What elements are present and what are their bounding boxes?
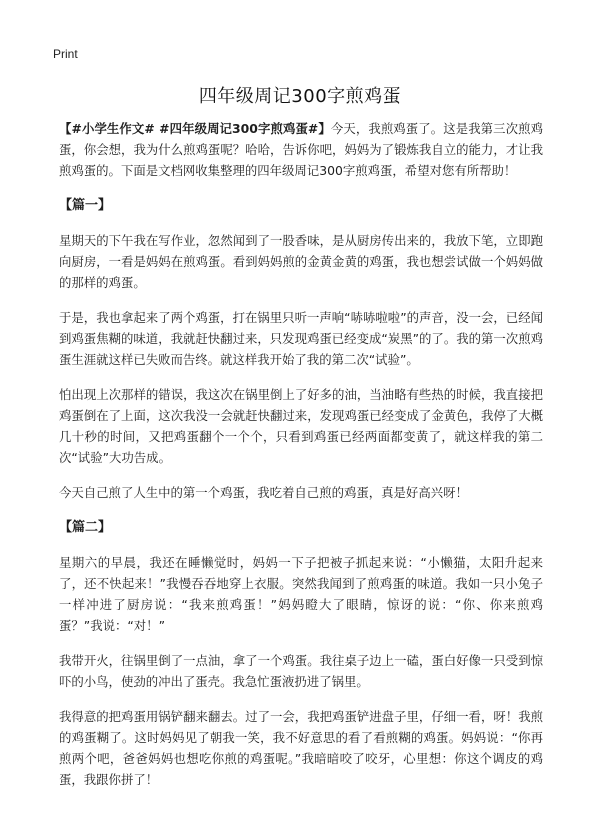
section-heading-2: 【篇二】 xyxy=(59,520,112,535)
article-body xyxy=(59,118,543,804)
intro-text: 今天，我煎鸡蛋了。这是我第三次煎鸡蛋，你会想，我为什么煎鸡蛋呢？哈哈，告诉你吧，妈妈为了锻炼我自立的能力，才让我煎鸡蛋的。下面是文档网收集整理的四年级周记300字煎鸡蛋，希望对您有所帮助！ xyxy=(59,121,543,178)
section-1-paragraph-2: 于是，我也拿起来了两个鸡蛋，打在锅里只听一声响“哧哧啦啦”的声音，没一会，已经闻到鸡蛋焦糊的味道，我就赶快翻过来，只发现鸡蛋已经变成“炭黑”的了。我的第一次煎鸡蛋生涯就这样已失败而告终。就这样我开始了我的第二次“试验”。 xyxy=(59,310,543,367)
print-link[interactable]: Print xyxy=(53,47,78,61)
section-1-paragraph-4: 今天自己煎了人生中的第一个鸡蛋，我吃着自己煎的鸡蛋，真是好高兴呀！ xyxy=(59,485,468,500)
section-2-paragraph-2: 我带开火，往锅里倒了一点油，拿了一个鸡蛋。我往桌子边上一磕，蛋白好像一只受到惊吓的小鸟，使劲的冲出了蛋壳。我急忙蛋液扔进了锅里。 xyxy=(59,653,543,689)
section-1-paragraph-3: 怕出现上次那样的错误，我这次在锅里倒上了好多的油，当油略有些热的时候，我直接把鸡蛋倒在了上面，这次我没一会就赶快翻过来，发现鸡蛋已经变成了金黄色，我停了大概几十秒的时间，又把鸡蛋翻个一个个，只看到鸡蛋已经两面都变黄了，就这样我的第二次“试验”大功告成。 xyxy=(59,387,543,465)
intro-paragraph xyxy=(59,118,543,181)
section-heading-1: 【篇一】 xyxy=(59,198,112,213)
section-2-paragraph-3: 我得意的把鸡蛋用锅铲翻来翻去。过了一会，我把鸡蛋铲进盘子里，仔细一看，呀！我煎的鸡蛋糊了。这时妈妈见了朝我一笑，我不好意思的看了看煎糊的鸡蛋。妈妈说：“你再煎两个吧，爸爸妈妈也想吃你煎的鸡蛋呢。”我暗暗咬了咬牙，心里想：你这个调皮的鸡蛋，我跟你拼了！ xyxy=(59,709,543,787)
document-title: 四年级周记300字煎鸡蛋 xyxy=(198,86,402,107)
section-2-paragraph-1: 星期六的早晨，我还在睡懒觉时，妈妈一下子把被子抓起来说：“小懒猫，太阳升起来了，还不快起来！”我慢吞吞地穿上衣服。突然我闻到了煎鸡蛋的味道。我如一只小兔子一样冲进了厨房说：“我来煎鸡蛋！”妈妈瞪大了眼睛，惊讶的说：“你、你来煎鸡蛋？”我说：“对！” xyxy=(59,555,543,633)
section-1-paragraph-1: 星期天的下午我在写作业，忽然闻到了一股香味，是从厨房传出来的，我放下笔，立即跑向厨房，一看是妈妈在煎鸡蛋。看到妈妈煎的金黄金黄的鸡蛋，我也想尝试做一个妈妈做的那样的鸡蛋。 xyxy=(59,233,543,290)
intro-tag: 【#小学生作文# #四年级周记300字煎鸡蛋#】 xyxy=(59,121,331,136)
